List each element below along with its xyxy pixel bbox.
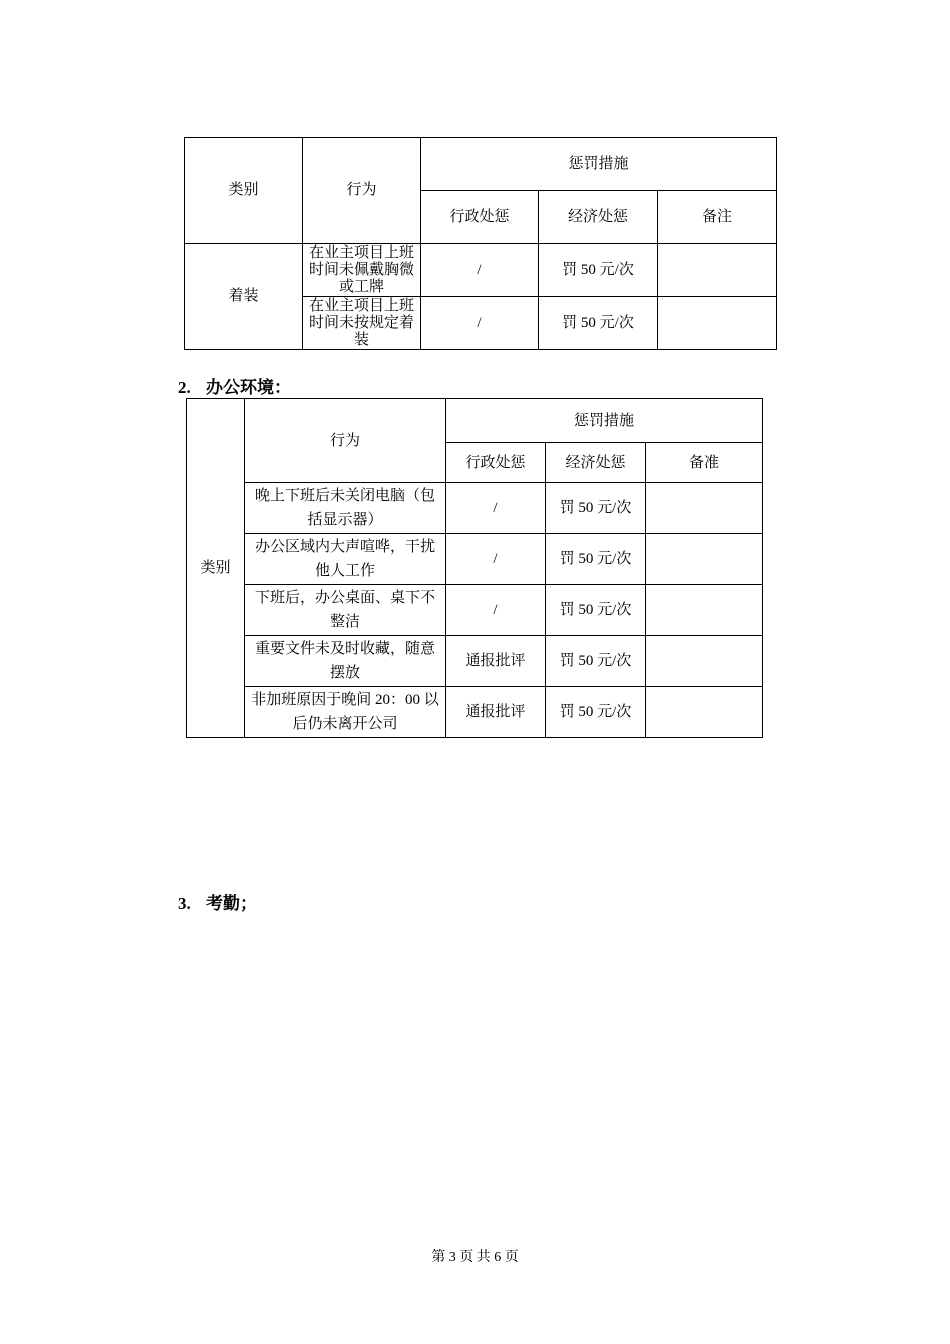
section-heading [178,889,257,914]
admin-cell: / [446,483,546,534]
behavior-cell: 在业主项目上班时间未佩戴胸微或工牌 [303,244,421,297]
table-row [187,687,763,738]
header-admin: 行政处惩 [446,443,546,483]
admin-cell: / [446,534,546,585]
behavior-cell: 下班后，办公桌面、桌下不整洁 [245,585,446,636]
behavior-cell: 晚上下班后未关闭电脑（包括显示器） [245,483,446,534]
office-environment-table [186,398,763,738]
remark-cell [658,297,777,350]
economic-cell: 罚 50 元/次 [546,585,646,636]
table-row [185,244,777,297]
header-behavior: 行为 [303,138,421,244]
section-heading [178,373,291,398]
remark-cell [646,534,763,585]
table-row [187,483,763,534]
remark-cell [646,687,763,738]
header-remark: 备准 [646,443,763,483]
behavior-cell: 非加班原因于晚间 20：00 以后仍未离开公司 [245,687,446,738]
behavior-cell: 办公区域内大声喧哗，干扰他人工作 [245,534,446,585]
table-row [187,636,763,687]
admin-cell: / [421,244,539,297]
table-row [187,585,763,636]
economic-cell: 罚 50 元/次 [546,687,646,738]
header-economic: 经济处惩 [546,443,646,483]
admin-cell: / [421,297,539,350]
header-admin: 行政处惩 [421,191,539,244]
remark-cell [646,636,763,687]
remark-cell [646,585,763,636]
economic-cell: 罚 50 元/次 [539,244,658,297]
category-cell: 着装 [185,244,303,350]
economic-cell: 罚 50 元/次 [546,636,646,687]
section-title: 办公环境： [206,378,291,397]
economic-cell: 罚 50 元/次 [546,534,646,585]
behavior-cell: 在业主项目上班时间未按规定着装 [303,297,421,350]
dress-code-table [184,137,777,350]
section-number: 3. [178,894,191,913]
header-category: 类别 [185,138,303,244]
header-measures: 惩罚措施 [446,399,763,443]
header-measures: 惩罚措施 [421,138,777,191]
admin-cell: 通报批评 [446,636,546,687]
page-footer: 第 3 页 共 6 页 [431,1250,519,1265]
header-behavior: 行为 [245,399,446,483]
behavior-cell: 重要文件未及时收藏，随意摆放 [245,636,446,687]
table-row [187,534,763,585]
category-cell: 类别 [187,399,245,738]
economic-cell: 罚 50 元/次 [539,297,658,350]
section-number: 2. [178,378,191,397]
section-title: 考勤； [206,894,257,913]
economic-cell: 罚 50 元/次 [546,483,646,534]
remark-cell [658,244,777,297]
admin-cell: 通报批评 [446,687,546,738]
admin-cell: / [446,585,546,636]
header-economic: 经济处惩 [539,191,658,244]
remark-cell [646,483,763,534]
header-remark: 备注 [658,191,777,244]
